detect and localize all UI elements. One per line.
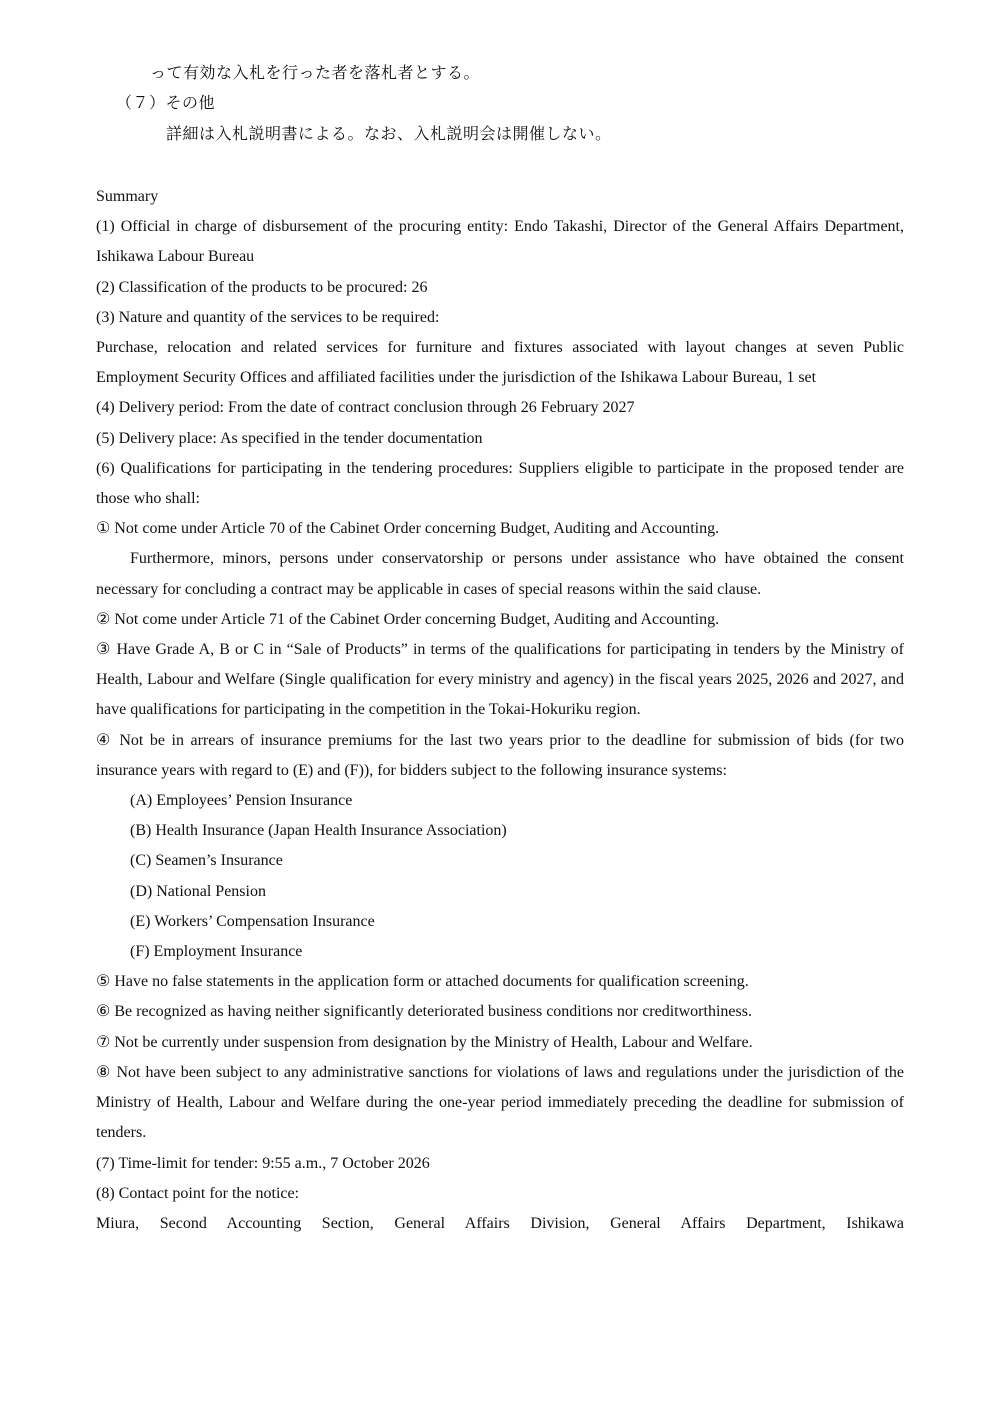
japanese-line-details: 詳細は入札説明書による。なお、入札説明会は開催しない。 xyxy=(166,124,612,143)
insurance-item-c: (C) Seamen’s Insurance xyxy=(130,852,283,870)
summary-heading: Summary xyxy=(96,188,159,205)
qualification-3: ③ Have Grade A, B or C in “Sale of Products” in terms of the qualifications for participating in tenders by the Ministry of Health, Labour and Welfare (Single qualification for every ministry and agency) in the fiscal years 2025, 2026 and 2027, and have qualifications for participating in the competition in the Tokai-Hokuriku region. xyxy=(96,641,904,719)
summary-item-2: (2) Classification of the products to be procured: 26 xyxy=(96,278,428,296)
summary-item-3-body: Purchase, relocation and related services for furniture and fixtures associated with layout changes at seven Public Employment Security Offices and affiliated facilities under the jurisdiction of the Ishikawa Labour Bureau, 1 set xyxy=(96,339,904,387)
japanese-section-other: （７）その他 xyxy=(116,93,216,112)
qualification-4: ④ Not be in arrears of insurance premiums for the last two years prior to the deadline for submission of bids (for two insurance years with regard to (E) and (F)), for bidders subject to the following insurance systems: xyxy=(96,731,904,779)
insurance-item-d: (D) National Pension xyxy=(130,882,266,900)
qualification-6: ⑥ Be recognized as having neither significantly deteriorated business conditions nor creditworthiness. xyxy=(96,1003,752,1021)
japanese-line-award: って有効な入札を行った者を落札者とする。 xyxy=(150,63,481,82)
qualification-1: ① Not come under Article 70 of the Cabinet Order concerning Budget, Auditing and Accounting. xyxy=(96,520,720,538)
insurance-item-e: (E) Workers’ Compensation Insurance xyxy=(130,912,375,930)
summary-item-6: (6) Qualifications for participating in the tendering procedures: Suppliers eligible to participate in the proposed tender are those who shall: xyxy=(96,459,904,508)
summary-item-1: (1) Official in charge of disbursement of the procuring entity: Endo Takashi, Director of the General Affairs Department, Ishikawa Labour Bureau xyxy=(96,218,904,266)
summary-item-8-body: Miura, Second Accounting Section, General Affairs Division, General Affairs Department, Ishikawa xyxy=(96,1214,904,1232)
summary-item-4: (4) Delivery period: From the date of contract conclusion through 26 February 2027 xyxy=(96,399,635,417)
qualification-5: ⑤ Have no false statements in the application form or attached documents for qualification screening. xyxy=(96,973,749,991)
qualification-8: ⑧ Not have been subject to any administrative sanctions for violations of laws and regulations under the jurisdiction of the Ministry of Health, Labour and Welfare during the one-year period immediately preceding the deadline for submission of tenders. xyxy=(96,1063,904,1142)
qualification-1-note: Furthermore, minors, persons under conservatorship or persons under assistance who have obtained the consent necessary for concluding a contract may be applicable in cases of special reasons within the said clause. xyxy=(96,550,904,598)
summary-item-7: (7) Time-limit for tender: 9:55 a.m., 7 October 2026 xyxy=(96,1154,430,1172)
insurance-item-b: (B) Health Insurance (Japan Health Insurance Association) xyxy=(130,822,507,840)
summary-item-5: (5) Delivery place: As specified in the tender documentation xyxy=(96,429,483,447)
qualification-7: ⑦ Not be currently under suspension from designation by the Ministry of Health, Labour and Welfare. xyxy=(96,1033,753,1051)
qualification-2: ② Not come under Article 71 of the Cabinet Order concerning Budget, Auditing and Accounting. xyxy=(96,610,720,628)
summary-item-3-title: (3) Nature and quantity of the services to be required: xyxy=(96,308,440,326)
summary-item-8: (8) Contact point for the notice: xyxy=(96,1184,300,1202)
insurance-item-f: (F) Employment Insurance xyxy=(130,943,303,961)
insurance-item-a: (A) Employees’ Pension Insurance xyxy=(130,792,353,810)
summary-section xyxy=(96,182,904,1239)
